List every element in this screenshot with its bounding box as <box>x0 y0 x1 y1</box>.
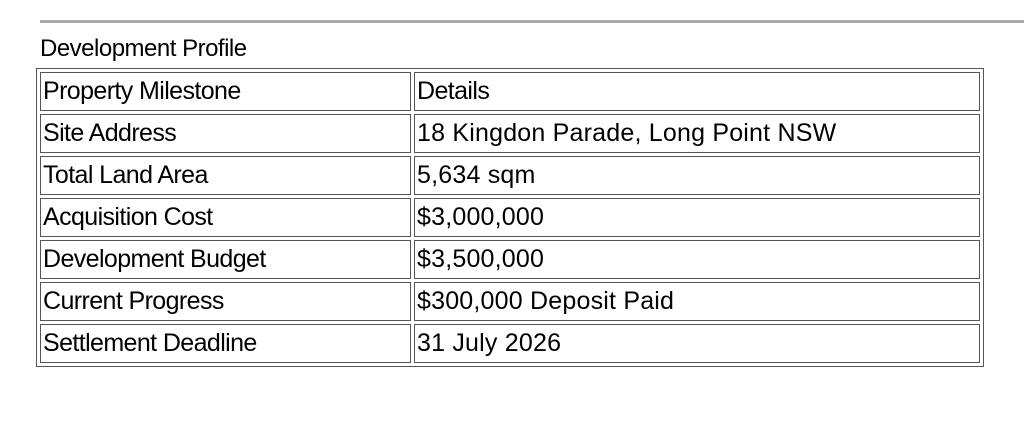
table-row-acquisition-cost <box>40 198 980 237</box>
row-value: 18 Kingdon Parade, Long Point NSW <box>414 114 980 153</box>
table-header-row <box>40 72 980 111</box>
table-row-development-budget <box>40 240 980 279</box>
row-value: $300,000 Deposit Paid <box>414 282 980 321</box>
header-property-milestone: Property Milestone <box>40 72 411 111</box>
row-value: 31 July 2026 <box>414 324 980 363</box>
row-value: $3,000,000 <box>414 198 980 237</box>
row-label: Development Budget <box>40 240 411 279</box>
table-row-site-address <box>40 114 980 153</box>
table-row-total-land-area <box>40 156 980 195</box>
row-label: Current Progress <box>40 282 411 321</box>
row-label: Site Address <box>40 114 411 153</box>
row-value: $3,500,000 <box>414 240 980 279</box>
table-row-settlement-deadline <box>40 324 980 363</box>
header-details: Details <box>414 72 980 111</box>
row-label: Acquisition Cost <box>40 198 411 237</box>
row-label: Settlement Deadline <box>40 324 411 363</box>
horizontal-rule <box>40 20 1024 23</box>
table-caption: Development Profile <box>40 35 247 62</box>
row-label: Total Land Area <box>40 156 411 195</box>
table-row-current-progress <box>40 282 980 321</box>
row-value: 5,634 sqm <box>414 156 980 195</box>
development-profile-table <box>36 68 984 367</box>
